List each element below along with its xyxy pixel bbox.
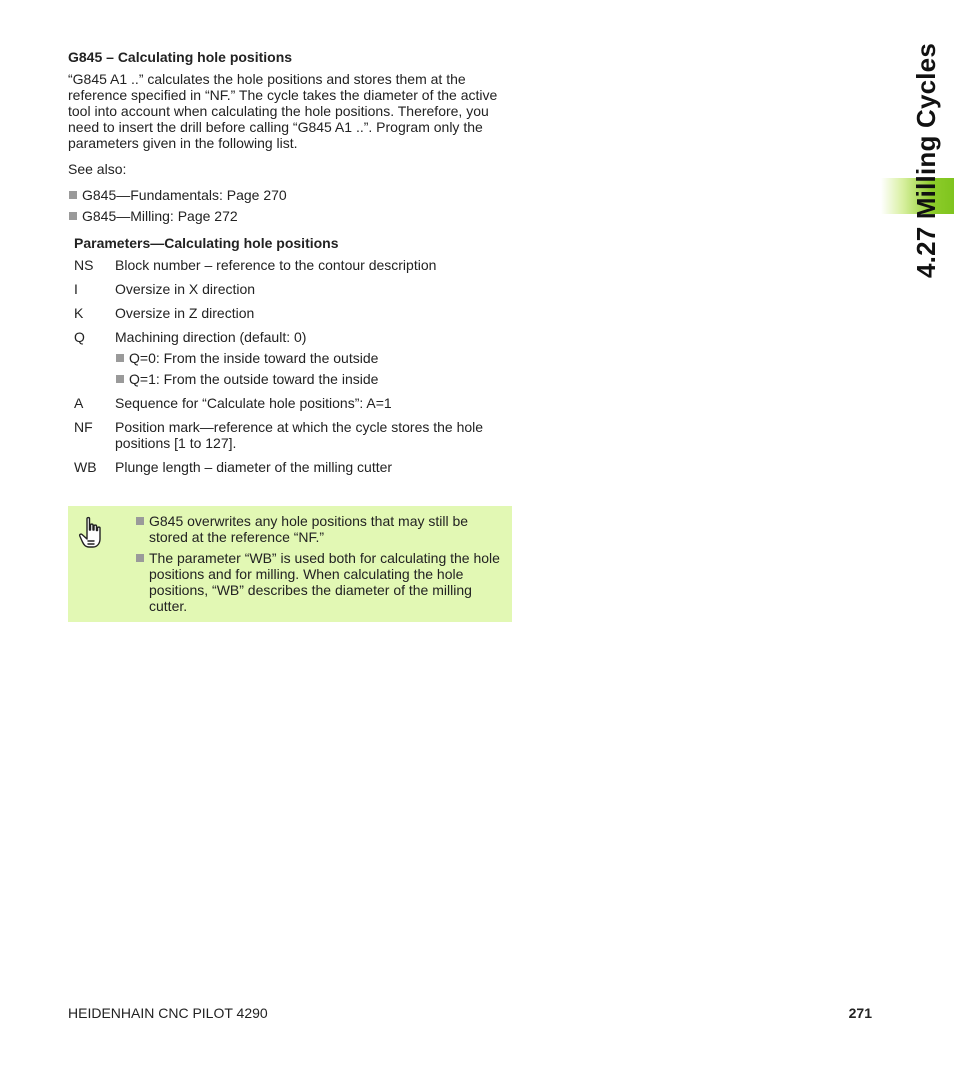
- parameter-row-ns: [68, 257, 514, 273]
- bullet-square-icon: [136, 554, 144, 562]
- main-content: [68, 49, 514, 483]
- parameter-row-a: [68, 395, 514, 411]
- footer-manual-name: HEIDENHAIN CNC PILOT 4290: [68, 1005, 268, 1021]
- page-number: 271: [848, 1005, 872, 1021]
- parameter-description: Position mark—reference at which the cycle stores the hole positions [1 to 127].: [115, 419, 484, 451]
- parameters-title: Parameters—Calculating hole positions: [74, 235, 339, 251]
- see-also-link[interactable]: [68, 187, 514, 203]
- parameter-code: I: [74, 281, 78, 297]
- note-item-text: G845 overwrites any hole positions that may still be stored at the reference “NF.”: [149, 513, 469, 545]
- see-also-label: See also:: [68, 161, 127, 177]
- bullet-square-icon: [69, 191, 77, 199]
- parameter-description: Oversize in Z direction: [115, 305, 255, 321]
- pointing-hand-icon: [78, 516, 102, 550]
- parameter-description: Machining direction (default: 0): [115, 329, 307, 345]
- q-options-list: [115, 350, 514, 387]
- q-option: [115, 371, 514, 387]
- q-option-text: Q=0: From the inside toward the outside: [129, 350, 379, 366]
- parameter-description: Plunge length – diameter of the milling cutter: [115, 459, 393, 475]
- parameter-row-i: [68, 281, 514, 297]
- note-box: [68, 506, 512, 622]
- parameter-description: Block number – reference to the contour description: [115, 257, 437, 273]
- bullet-square-icon: [69, 212, 77, 220]
- parameter-code: NF: [74, 419, 93, 435]
- chapter-title: 4.27 Milling Cycles: [911, 42, 941, 278]
- note-item: [135, 513, 505, 545]
- bullet-square-icon: [116, 354, 124, 362]
- parameter-code: A: [74, 395, 84, 411]
- note-list: [135, 513, 505, 619]
- parameter-code: K: [74, 305, 84, 321]
- parameter-description: Sequence for “Calculate hole positions”: A=1: [115, 395, 392, 411]
- parameter-row-wb: [68, 459, 514, 475]
- q-option-text: Q=1: From the outside toward the inside: [129, 371, 379, 387]
- parameter-row-k: [68, 305, 514, 321]
- see-also-link[interactable]: [68, 208, 514, 224]
- section-title: G845 – Calculating hole positions: [68, 49, 293, 65]
- bullet-square-icon: [116, 375, 124, 383]
- note-item-text: The parameter “WB” is used both for calculating the hole positions and for milling. When calculating the hole positions, “WB” describes the diameter of the milling cutter.: [149, 550, 500, 614]
- bullet-square-icon: [136, 517, 144, 525]
- note-item: [135, 550, 505, 614]
- parameter-code: NS: [74, 257, 94, 273]
- see-also-list: [68, 187, 514, 224]
- parameter-row-nf: [68, 419, 514, 451]
- parameter-code: Q: [74, 329, 85, 345]
- parameter-row-q: [68, 329, 514, 345]
- see-also-link-text[interactable]: G845—Milling: Page 272: [82, 208, 238, 224]
- parameter-description: Oversize in X direction: [115, 281, 256, 297]
- intro-paragraph: “G845 A1 ..” calculates the hole positions and stores them at the reference specified in “NF.” The cycle takes the diameter of the active tool into account when calculating the hole positions. Therefore, you need to insert the drill before calling “G845 A1 ..”. Program only the parameters given in the following list.: [68, 71, 498, 151]
- parameter-code: WB: [74, 459, 97, 475]
- see-also-link-text[interactable]: G845—Fundamentals: Page 270: [82, 187, 287, 203]
- q-option: [115, 350, 514, 366]
